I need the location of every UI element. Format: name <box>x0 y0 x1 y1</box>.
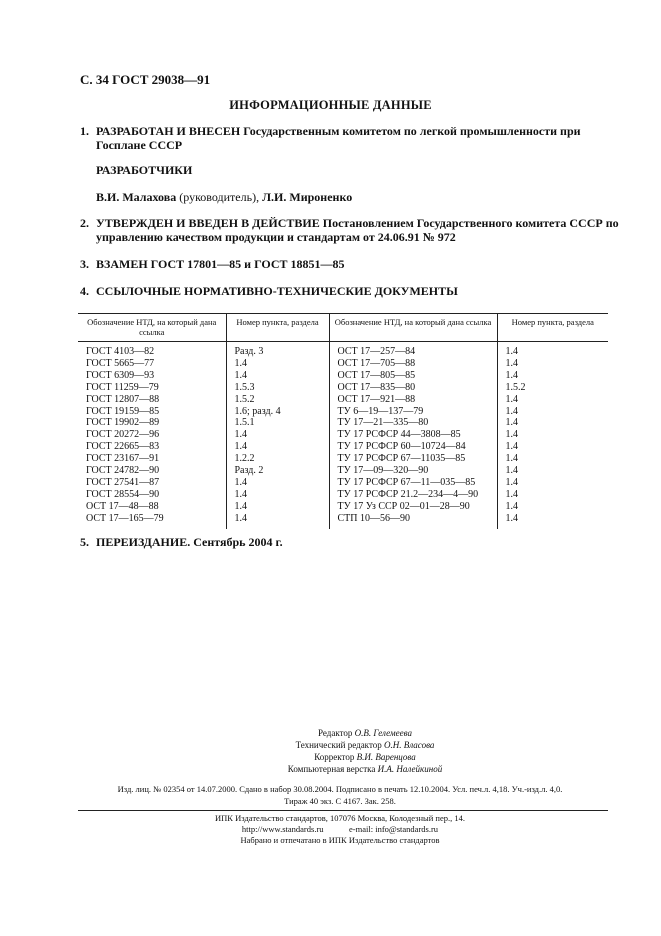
item-4-text: ССЫЛОЧНЫЕ НОРМАТИВНО-ТЕХНИЧЕСКИЕ ДОКУМЕНТЫ <box>96 284 458 298</box>
item-2-number: 2. <box>80 216 89 230</box>
table-row <box>78 370 608 382</box>
table-row <box>78 453 608 465</box>
cell-clause-1: 1.2.2 <box>226 453 329 465</box>
cell-clause-1: 1.4 <box>226 358 329 370</box>
cell-doc-2: ТУ 17 РСФСР 21.2—234—4—90 <box>329 489 497 501</box>
imprint-line-2: Тираж 40 экз. С 4167. Зак. 258. <box>284 796 396 806</box>
item-5-number: 5. <box>80 535 89 549</box>
item-2 <box>80 216 620 244</box>
cell-clause-1: Разд. 2 <box>226 465 329 477</box>
cell-doc-1: ГОСТ 22665—83 <box>78 441 226 453</box>
cell-clause-2: 1.4 <box>505 357 518 369</box>
page-header: С. 34 ГОСТ 29038—91 <box>80 72 211 87</box>
item-4-number: 4. <box>80 284 89 298</box>
item-3-text: ВЗАМЕН ГОСТ 17801—85 и ГОСТ 18851—85 <box>96 257 345 271</box>
item-1 <box>80 124 620 152</box>
cell-doc-2: ТУ 6—19—137—79 <box>329 406 497 418</box>
cell-clause-2: 1.4 <box>505 429 518 441</box>
cell-doc-1: ГОСТ 6309—93 <box>78 370 226 382</box>
cell-clause-2: 1.4 <box>505 453 518 465</box>
col-header-doc-2: Обозначение НТД, на который дана ссылка <box>329 314 497 342</box>
cell-clause-1: 1.4 <box>226 441 329 453</box>
item-1-number: 1. <box>80 124 89 138</box>
cell-clause-2: 1.4 <box>505 369 518 381</box>
publisher-line-2: http://www.standards.ru e-mail: info@standards.ru <box>241 824 439 834</box>
references-table <box>78 313 608 529</box>
developer-role-1: (руководитель), <box>179 190 260 204</box>
cell-doc-2: ТУ 17 РСФСР 60—10724—84 <box>329 441 497 453</box>
item-2-text: УТВЕРЖДЕН И ВВЕДЕН В ДЕЙСТВИЕ Постановлением Государственного комитета СССР по управлению качеством продукции и стандартам от 24.06.91 № 972 <box>96 216 619 244</box>
publisher-line-1: ИПК Издательство стандартов, 107076 Москва, Колодезный пер., 14. <box>215 813 465 823</box>
item-5 <box>80 535 620 549</box>
col-header-clause-1: Номер пункта, раздела <box>226 314 329 342</box>
cell-clause-2: 1.4 <box>505 393 518 405</box>
table-row <box>78 489 608 501</box>
table-row <box>78 429 608 441</box>
cell-doc-2: ТУ 17—09—320—90 <box>329 465 497 477</box>
item-3-number: 3. <box>80 257 89 271</box>
credit-corr-name: В.И. Варенцова <box>356 752 416 762</box>
col-header-clause-2: Номер пункта, раздела <box>497 314 608 342</box>
credit-editor <box>200 728 530 738</box>
item-4 <box>80 284 620 298</box>
cell-clause-1: 1.5.3 <box>226 382 329 394</box>
cell-clause-1: 1.5.1 <box>226 417 329 429</box>
credit-tech-editor <box>200 740 530 750</box>
credit-tech-label: Технический редактор <box>295 740 382 750</box>
credit-layout-name: И.А. Налейкиной <box>377 764 443 774</box>
credit-tech-name: О.Н. Власова <box>384 740 435 750</box>
cell-doc-2: ОСТ 17—835—80 <box>329 382 497 394</box>
cell-doc-1: ГОСТ 24782—90 <box>78 465 226 477</box>
cell-doc-1: ГОСТ 5665—77 <box>78 358 226 370</box>
cell-clause-2: 1.4 <box>505 500 518 512</box>
cell-clause-1: 1.4 <box>226 489 329 501</box>
cell-doc-1: ОСТ 17—165—79 <box>78 513 226 529</box>
cell-doc-1: ГОСТ 12807—88 <box>78 394 226 406</box>
col-header-doc-1: Обозначение НТД, на который дана ссылка <box>78 314 226 342</box>
item-1-text: РАЗРАБОТАН И ВНЕСЕН Государственным комитетом по легкой промышленности при Госплане СССР <box>96 124 581 152</box>
cell-doc-1: ГОСТ 19159—85 <box>78 406 226 418</box>
item-5-text: ПЕРЕИЗДАНИЕ. Сентябрь 2004 г. <box>96 535 283 549</box>
cell-clause-1: 1.4 <box>226 370 329 382</box>
developers-heading <box>80 163 620 177</box>
cell-clause-2: 1.4 <box>505 476 518 488</box>
cell-clause-1: 1.4 <box>226 477 329 489</box>
cell-clause-2: 1.4 <box>505 346 518 357</box>
table-row <box>78 465 608 477</box>
cell-doc-2: СТП 10—56—90 <box>329 513 497 529</box>
table-row <box>78 477 608 489</box>
cell-clause-2: 1.4 <box>505 405 518 417</box>
cell-doc-2: ОСТ 17—257—84 <box>329 342 497 358</box>
developers-line <box>80 190 620 204</box>
cell-doc-2: ТУ 17 Уз ССР 02—01—28—90 <box>329 501 497 513</box>
table-row <box>78 417 608 429</box>
cell-doc-1: ГОСТ 28554—90 <box>78 489 226 501</box>
cell-clause-1: 1.5.2 <box>226 394 329 406</box>
developer-name-2: Л.И. Мироненко <box>262 190 353 204</box>
cell-clause-1: Разд. 3 <box>226 342 329 358</box>
table-row <box>78 441 608 453</box>
table-row <box>78 394 608 406</box>
cell-doc-2: ОСТ 17—705—88 <box>329 358 497 370</box>
table-row <box>78 501 608 513</box>
credit-editor-label: Редактор <box>317 728 353 738</box>
table-row <box>78 406 608 418</box>
table-row <box>78 342 608 358</box>
cell-doc-2: ОСТ 17—805—85 <box>329 370 497 382</box>
credit-corr-label: Корректор <box>314 752 355 762</box>
cell-clause-1: 1.4 <box>226 429 329 441</box>
credit-corrector <box>200 752 530 762</box>
cell-doc-2: ТУ 17 РСФСР 67—11—035—85 <box>329 477 497 489</box>
cell-doc-2: ТУ 17 РСФСР 67—11035—85 <box>329 453 497 465</box>
cell-clause-1: 1.6; разд. 4 <box>226 406 329 418</box>
references-table-body <box>78 342 608 529</box>
cell-doc-1: ОСТ 17—48—88 <box>78 501 226 513</box>
cell-doc-1: ГОСТ 23167—91 <box>78 453 226 465</box>
cell-doc-1: ГОСТ 27541—87 <box>78 477 226 489</box>
cell-clause-2: 1.5.2 <box>505 381 526 393</box>
cell-clause-2: 1.4 <box>505 512 518 524</box>
cell-clause-2: 1.4 <box>505 488 518 500</box>
credit-layout-label: Компьютерная верстка <box>287 764 376 774</box>
cell-clause-1: 1.4 <box>226 513 329 529</box>
developers-heading-text: РАЗРАБОТЧИКИ <box>96 163 193 177</box>
cell-doc-1: ГОСТ 19902—89 <box>78 417 226 429</box>
cell-clause-1: 1.4 <box>226 501 329 513</box>
table-row <box>78 513 608 529</box>
credit-editor-name: О.В. Гелемеева <box>354 728 413 738</box>
cell-doc-2: ОСТ 17—921—88 <box>329 394 497 406</box>
credit-layout <box>200 764 530 774</box>
table-header-row <box>78 314 608 342</box>
publisher-line-3: Набрано и отпечатано в ИПК Издательство стандартов <box>240 835 440 845</box>
cell-doc-1: ГОСТ 4103—82 <box>78 342 226 358</box>
cell-clause-2: 1.4 <box>505 465 518 477</box>
table-row <box>78 382 608 394</box>
item-3 <box>80 257 620 271</box>
cell-doc-2: ТУ 17—21—335—80 <box>329 417 497 429</box>
cell-doc-2: ТУ 17 РСФСР 44—3808—85 <box>329 429 497 441</box>
cell-clause-2: 1.4 <box>505 417 518 429</box>
cell-doc-1: ГОСТ 20272—96 <box>78 429 226 441</box>
table-row <box>78 358 608 370</box>
imprint-line-1: Изд. лиц. № 02354 от 14.07.2000. Сдано в набор 30.08.2004. Подписано в печать 12.10.2004. Усл. печ.л. 4,18. Уч.-изд.л. 4,0. <box>117 784 563 794</box>
developer-name-1: В.И. Малахова <box>96 190 177 204</box>
cell-doc-1: ГОСТ 11259—79 <box>78 382 226 394</box>
cell-clause-2: 1.4 <box>505 441 518 453</box>
footer-divider <box>78 810 608 811</box>
section-title: ИНФОРМАЦИОННЫЕ ДАННЫЕ <box>229 98 432 112</box>
